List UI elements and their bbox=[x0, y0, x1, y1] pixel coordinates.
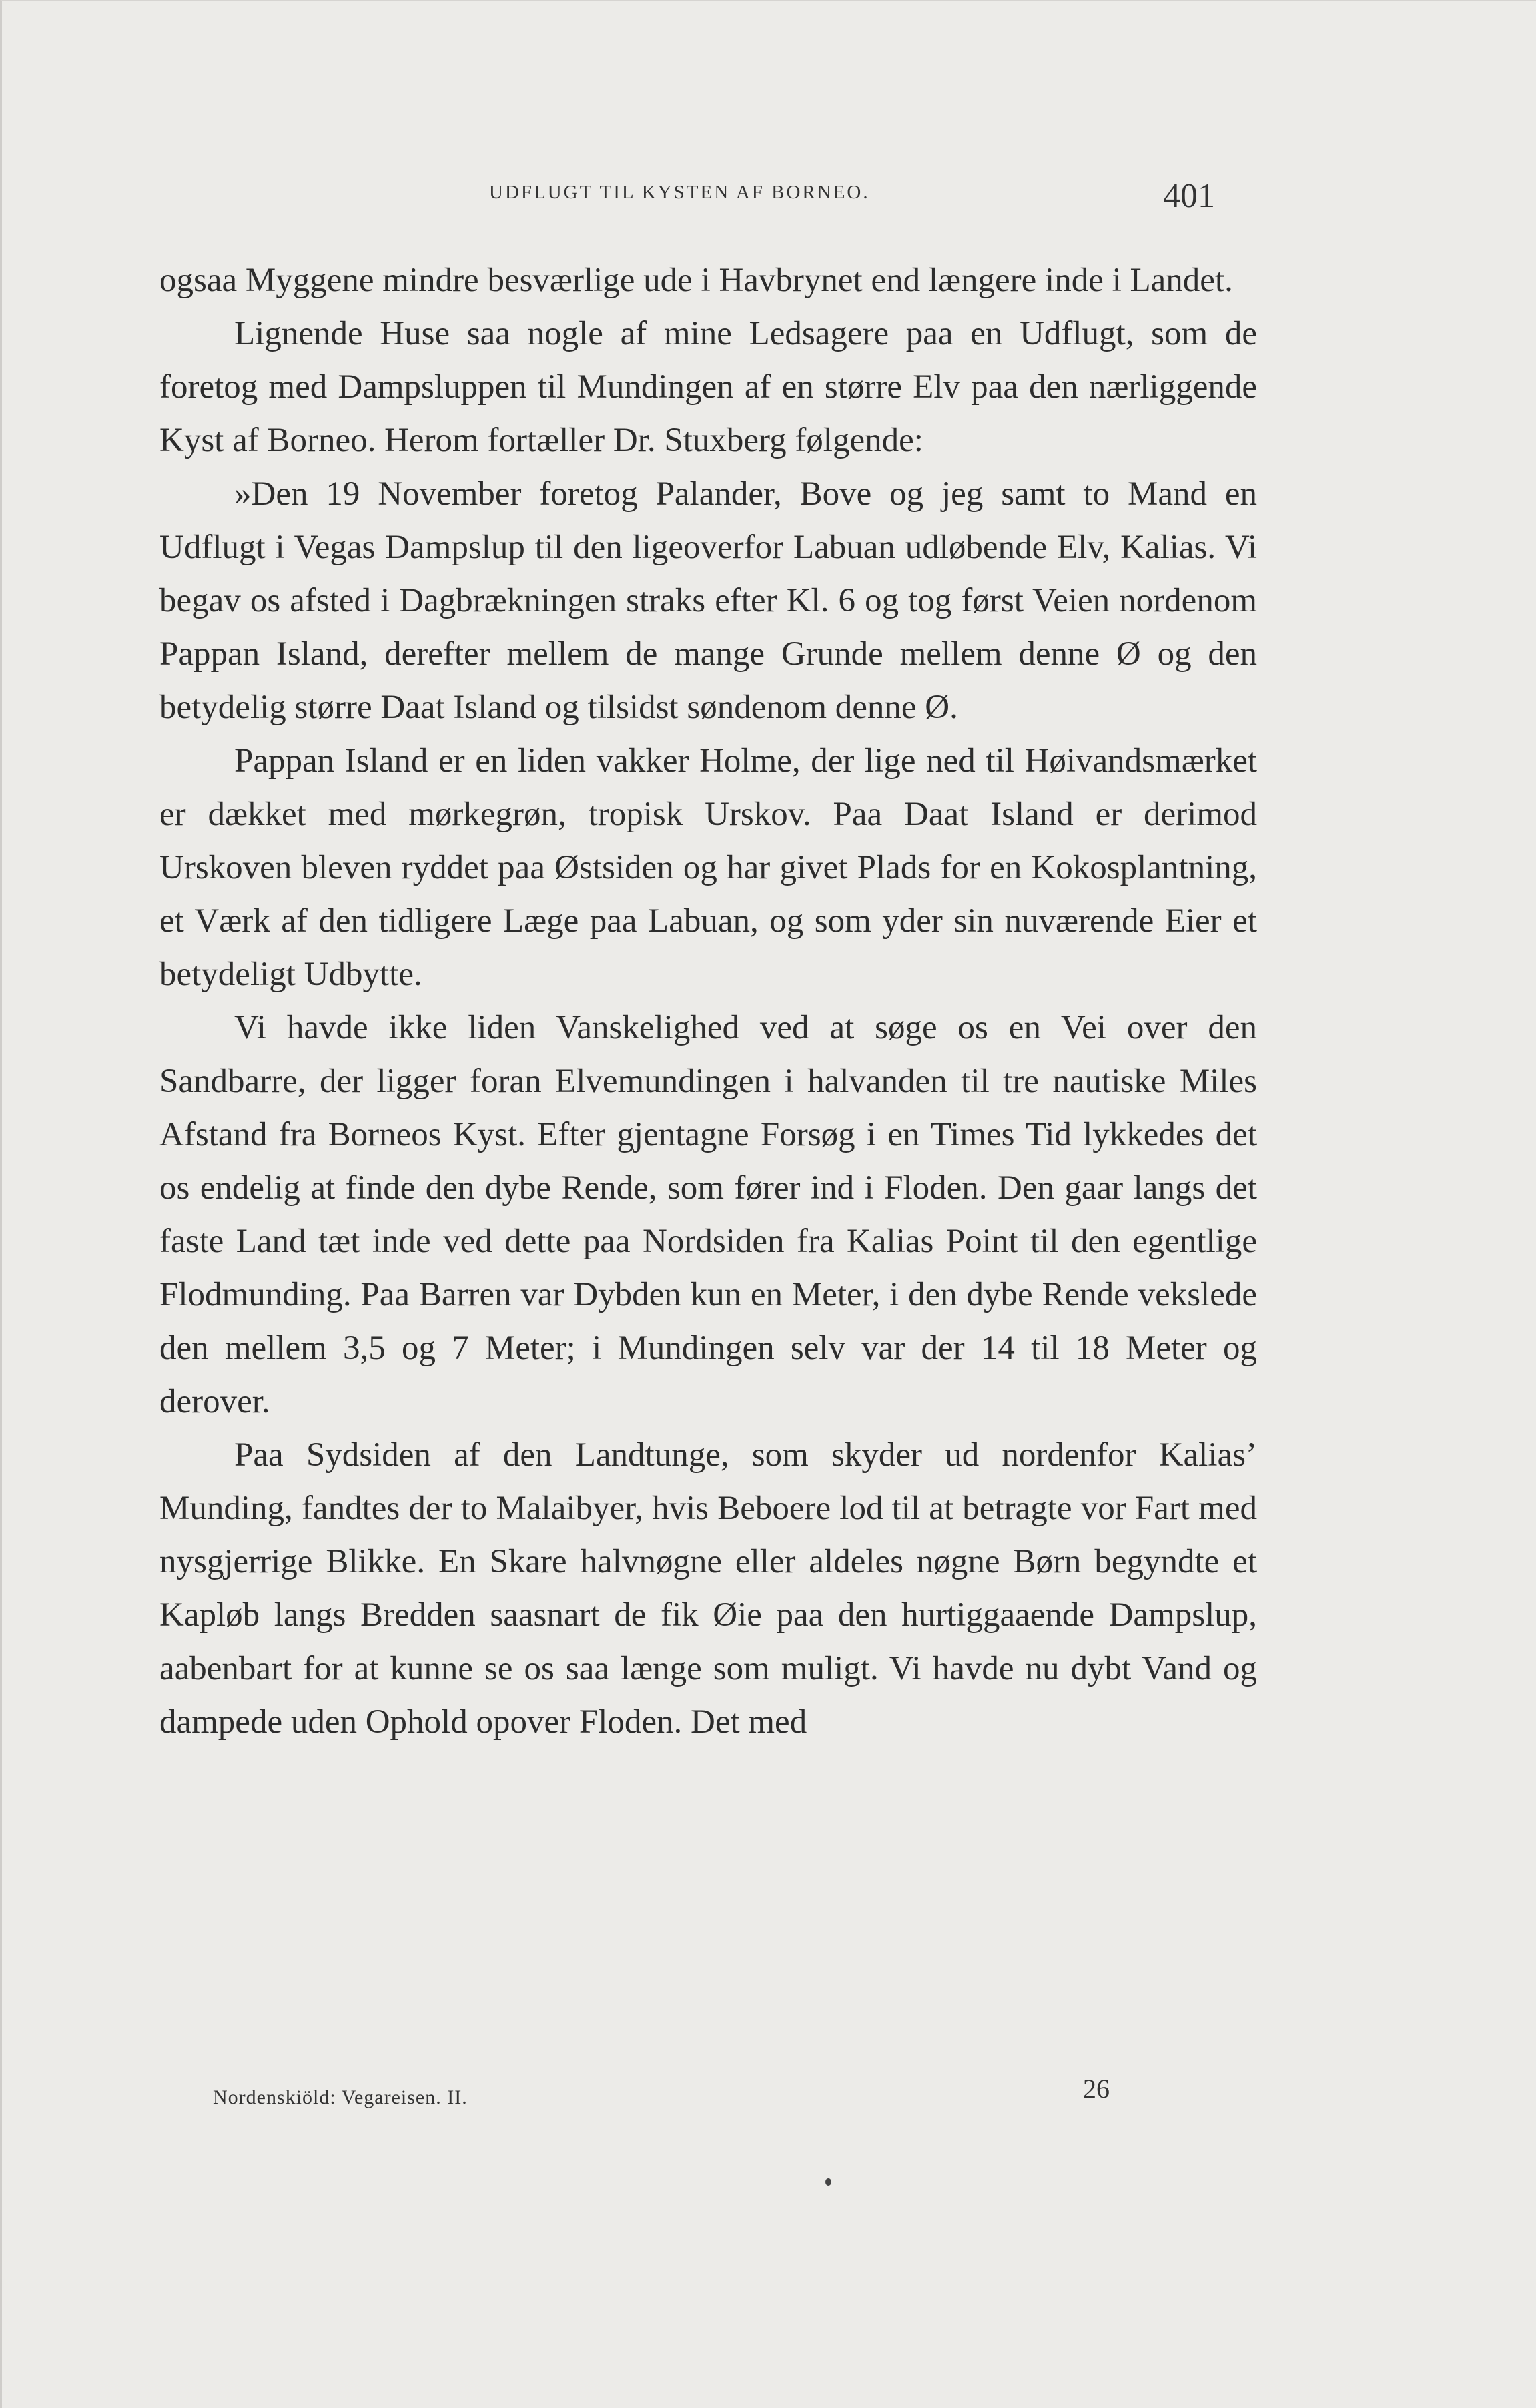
sheet-number: 26 bbox=[1083, 2074, 1110, 2104]
paragraph: Vi havde ikke liden Vanskelighed ved at søge os en Vei over den Sandbarre, der ligger foran Elvemundingen i halvanden til tre nautiske Miles Afstand fra Borneos Kyst. Efter gjentagne Forsøg i en Times Tid lykkedes det os endelig at finde den dybe Rende, som fører ind i Floden. Den gaar langs det faste Land tæt inde ved dette paa Nordsiden fra Kalias Point til den egentlige Flodmunding. Paa Barren var Dybden kun en Meter, i den dybe Rende vekslede den mellem 3,5 og 7 Meter; i Mundingen selv var der 14 til 18 Meter og derover. bbox=[159, 1009, 1257, 1420]
paragraph: »Den 19 November foretog Palander, Bove og jeg samt to Mand en Udflugt i Vegas Dampslup til den ligeoverfor Labuan udløbende Elv, Kalias. Vi begav os afsted i Dagbrækningen straks efter Kl. 6 og tog først Veien nordenom Pappan Island, derefter mellem de mange Grunde mellem denne Ø og den betydelig større Daat Island og tilsidst søndenom denne Ø. bbox=[159, 475, 1257, 726]
paragraph: Lignende Huse saa nogle af mine Ledsagere paa en Udflugt, som de foretog med Dampsluppen til Mundingen af en større Elv paa den nærliggende Kyst af Borneo. Herom fortæller Dr. Stuxberg følgende: bbox=[159, 315, 1257, 459]
running-head: UDFLUGT TIL KYSTEN AF BORNEO. bbox=[489, 182, 870, 203]
paragraph: Pappan Island er en liden vakker Holme, der lige ned til Høivandsmærket er dækket med mørkegrøn, tropisk Urskov. Paa Daat Island er derimod Urskoven bleven ryddet paa Østsiden og har givet Plads for en Kokosplantning, et Værk af den tidligere Læge paa Labuan, og som yder sin nuværende Eier et betydeligt Udbytte. bbox=[159, 742, 1257, 993]
paragraph: Paa Sydsiden af den Landtunge, som skyder ud nordenfor Kalias’ Munding, fandtes der to Malaibyer, hvis Beboere lod til at betragte vor Fart med nysgjerrige Blikke. En Skare halvnøgne eller aldeles nøgne Børn begyndte et Kapløb langs Bredden saasnart de fik Øie paa den hurtiggaaende Dampslup, aabenbart for at kunne se os saa længe som muligt. Vi havde nu dybt Vand og dampede uden Ophold opover Floden. Det med bbox=[159, 1436, 1257, 1741]
ink-speck bbox=[825, 2178, 831, 2186]
page-number: 401 bbox=[1163, 177, 1215, 215]
body-text bbox=[159, 254, 1257, 1749]
paragraph: ogsaa Myggene mindre besværlige ude i Havbrynet end længere inde i Landet. bbox=[159, 262, 1233, 299]
printer-signature: Nordenskiöld: Vegareisen. II. bbox=[213, 2086, 468, 2108]
